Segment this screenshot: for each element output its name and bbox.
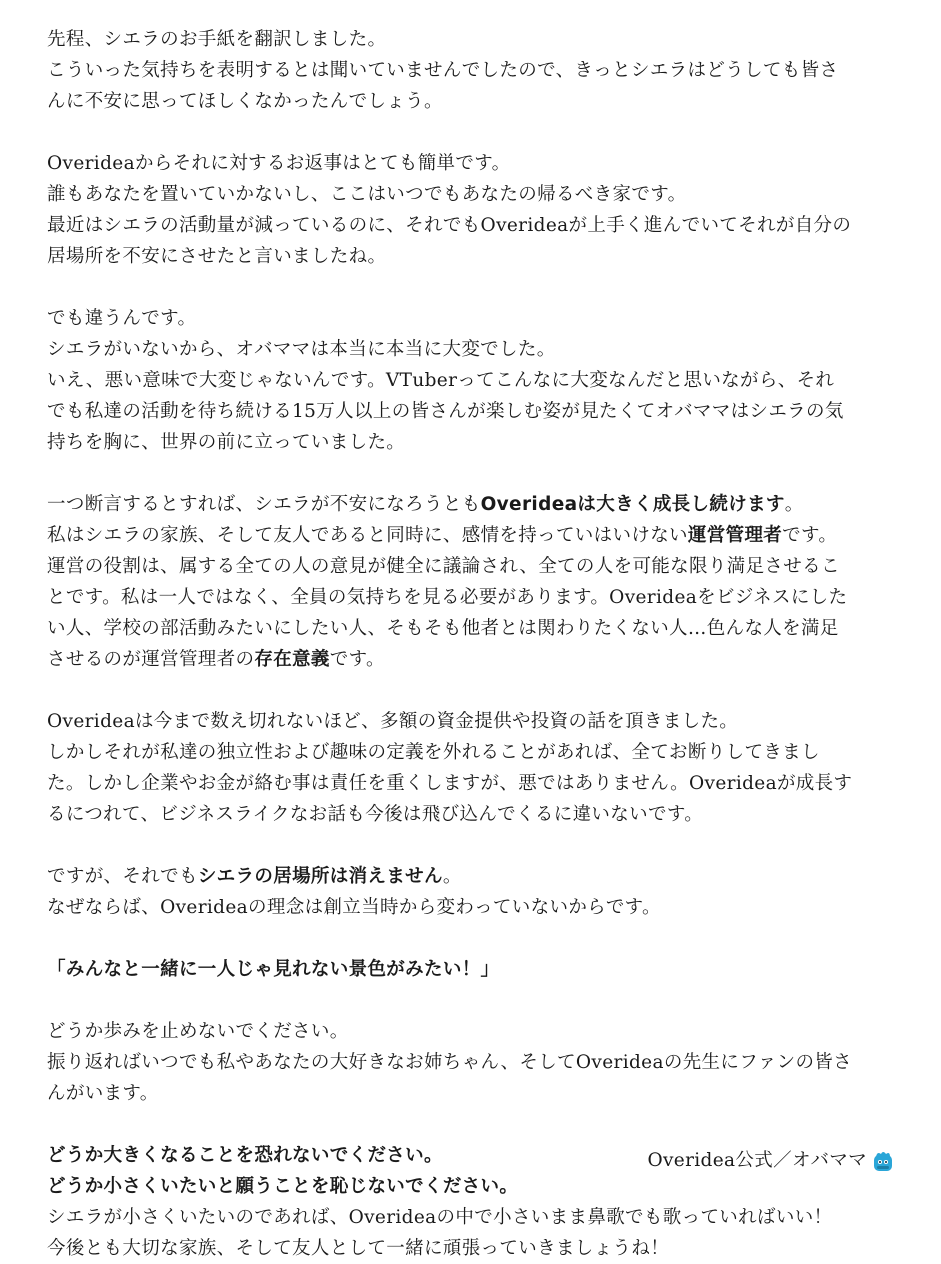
text-line: 今後とも大切な家族、そして友人として一緒に頑張っていきましょうね！ [47,1238,670,1259]
text-line: るにつれて、ビジネスライクなお話も今後は飛び込んでくるに違いないです。 [47,804,704,825]
text-line: Overideaからそれに対するお返事はとても簡単です。 [47,153,511,174]
text-line: でも違うんです。 [47,308,197,329]
text-segment: です。 [782,525,838,546]
text-line: 運営の役割は、属する全ての人の意見が健全に議論され、全ての人を可能な限り満足させるこ [47,556,840,577]
paragraph-5 [47,706,907,830]
text-line: こういった気持ちを表明するとは聞いていませんでしたので、きっとシエラはどうしても皆さ [47,60,839,81]
text-line [47,520,907,551]
text-line: Overideaは今まで数え切れないほど、多額の資金提供や投資の話を頂きました。 [47,711,739,732]
motto-quote [47,954,907,985]
bold-line: どうか大きくなることを恐れないでください。 [47,1145,443,1166]
bold-phrase: Overideaは大きく成長し続けます [480,494,785,515]
text-segment: 一つ断言するとすれば、シエラが不安になろうとも [47,494,481,515]
paragraph-3 [47,303,907,458]
text-segment: 。 [442,866,462,887]
text-segment: ですが、それでも [47,866,198,887]
text-line: 先程、シエラのお手紙を翻訳しました。 [47,29,387,50]
text-line: 振り返ればいつでも私やあなたの大好きなお姉ちゃん、そしてOverideaの先生にファンの皆さ [47,1052,852,1073]
paragraph-6 [47,861,907,923]
text-segment: 。 [784,494,804,515]
paragraph-2 [47,148,907,272]
bold-phrase: シエラの居場所は消えません [197,866,443,887]
signature-text: Overidea公式／オバママ [647,1150,867,1171]
bold-phrase: 存在意義 [254,649,330,670]
text-line: んがいます。 [47,1083,159,1104]
bold-line: どうか小さくいたいと願うことを恥じないでください。 [47,1176,519,1197]
text-line: とです。私は一人ではなく、全員の気持ちを見る必要があります。Overideaをビジネスにした [47,587,848,608]
paragraph-4 [47,489,907,675]
blue-character-icon [871,1149,895,1173]
text-segment: させるのが運営管理者の [47,649,255,670]
text-line: なぜならば、Overideaの理念は創立当時から変わっていないからです。 [47,897,661,918]
text-segment: です。 [329,649,385,670]
text-line: 持ちを胸に、世界の前に立っていました。 [47,432,406,453]
text-line: 居場所を不安にさせたと言いましたね。 [47,246,387,267]
paragraph-1 [47,24,907,117]
text-line [47,644,907,675]
signature [647,1145,895,1176]
text-line: どうか歩みを止めないでください。 [47,1021,349,1042]
text-line: いえ、悪い意味で大変じゃないんです。VTuberってこんなに大変なんだと思いながら、それ [47,370,835,391]
text-line: でも私達の活動を待ち続ける15万人以上の皆さんが楽しむ姿が見たくてオバママはシエラの気 [47,401,844,422]
text-line [47,861,907,892]
text-line: た。しかし企業やお金が絡む事は責任を重くしますが、悪ではありません。Overideaが成長す [47,773,853,794]
quote-line: 「みんなと一緒に一人じゃ見れない景色がみたい！」 [47,959,500,980]
text-line: 最近はシエラの活動量が減っているのに、それでもOverideaが上手く進んでいてそれが自分の [47,215,852,236]
text-line: んに不安に思ってほしくなかったんでしょう。 [47,91,443,112]
text-line: しかしそれが私達の独立性および趣味の定義を外れることがあれば、全てお断りしてきまし [47,742,820,763]
letter-body [47,24,907,1264]
paragraph-7 [47,1016,907,1109]
text-line: い人、学校の部活動みたいにしたい人、そもそも他者とは関わりたくない人…色んな人を満足 [47,618,839,639]
text-line: 誰もあなたを置いていかないし、ここはいつでもあなたの帰るべき家です。 [47,184,687,205]
text-line: シエラが小さくいたいのであれば、Overideaの中で小さいまま鼻歌でも歌っていればいい！ [47,1207,833,1228]
text-line [47,489,907,520]
text-segment: 私はシエラの家族、そして友人であると同時に、感情を持っていはいけない [47,525,688,546]
text-line: シエラがいないから、オバママは本当に本当に大変でした。 [47,339,556,360]
bold-phrase: 運営管理者 [687,525,783,546]
